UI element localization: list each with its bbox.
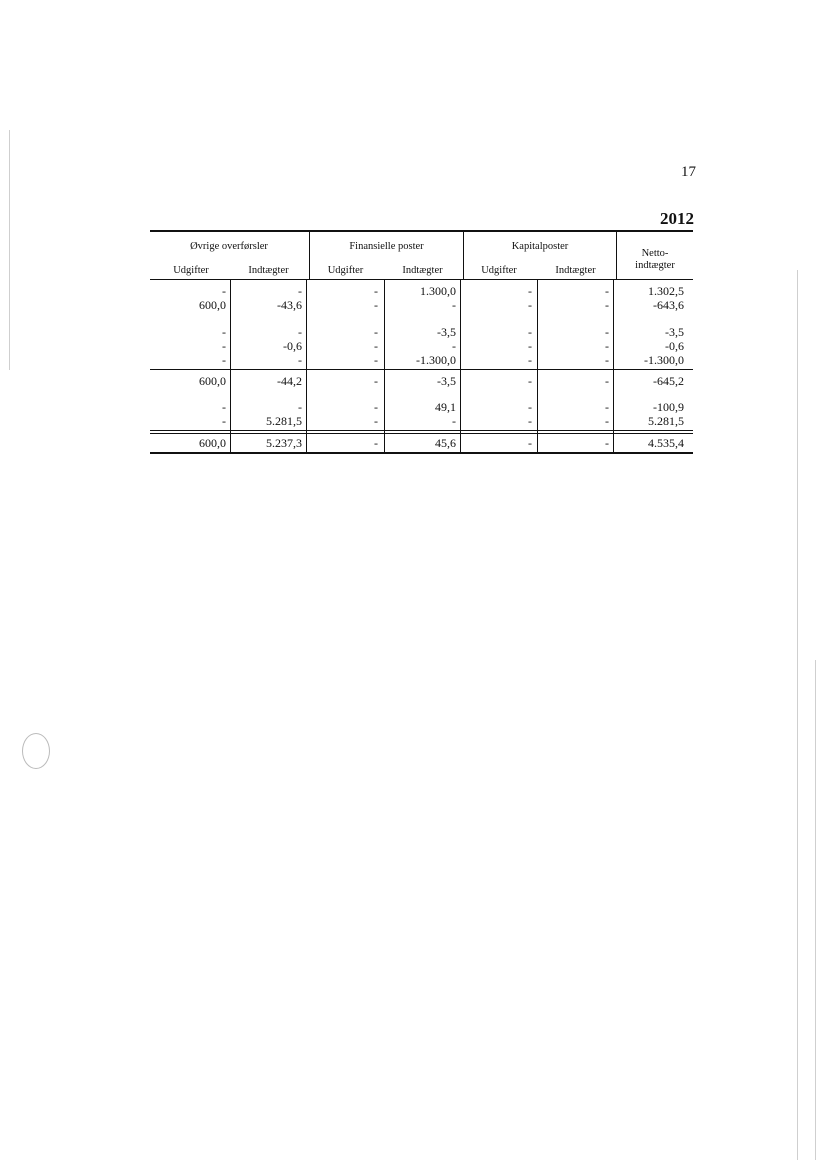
table-cell: -	[222, 353, 226, 367]
table-cell: -	[374, 284, 378, 298]
punch-hole-mark	[22, 733, 50, 769]
group-header-netto-indtaegter	[617, 248, 693, 272]
subheader-udgifter: Udgifter	[481, 265, 517, 276]
table-cell: -	[298, 325, 302, 339]
table-cell: -3,5	[665, 325, 684, 339]
table-cell: -	[605, 339, 609, 353]
column-divider	[306, 280, 307, 452]
subheader-indtaegter: Indtægter	[402, 265, 443, 276]
table-cell: -	[374, 436, 378, 450]
subtotal-rule	[150, 369, 693, 370]
netto-header-line2: indtægter	[635, 260, 675, 271]
column-divider	[460, 280, 461, 452]
table-cell: -	[605, 400, 609, 414]
table-cell: 5.237,3	[266, 436, 302, 450]
top-rule	[150, 230, 693, 232]
table-cell: -0,6	[283, 339, 302, 353]
table-cell: -	[374, 400, 378, 414]
subheader-udgifter: Udgifter	[327, 265, 364, 276]
netto-header-line1: Netto-	[641, 248, 669, 259]
column-divider	[537, 280, 538, 452]
table-cell: -	[528, 325, 532, 339]
header-rule	[150, 279, 693, 280]
table-cell: -100,9	[653, 400, 684, 414]
total-rule-upper	[150, 430, 693, 431]
table-cell: 600,0	[199, 374, 226, 388]
table-cell: -	[222, 414, 226, 428]
table-cell: -	[374, 339, 378, 353]
table-cell: -	[605, 353, 609, 367]
table-cell: 5.281,5	[648, 414, 684, 428]
table-cell: -	[374, 374, 378, 388]
table-cell: -	[374, 414, 378, 428]
table-cell: -	[528, 400, 532, 414]
table-cell: 600,0	[199, 298, 226, 312]
group-header-finansielle-poster: Finansielle poster	[349, 241, 424, 252]
table-cell: -	[605, 374, 609, 388]
table-cell: 45,6	[435, 436, 456, 450]
table-cell: -44,2	[277, 374, 302, 388]
table-cell: -	[222, 339, 226, 353]
table-cell: -	[605, 414, 609, 428]
table-cell: -643,6	[653, 298, 684, 312]
table-cell: -	[452, 298, 456, 312]
table-cell: -	[528, 284, 532, 298]
table-cell: -	[452, 414, 456, 428]
table-cell: -1.300,0	[416, 353, 456, 367]
table-cell: 1.300,0	[420, 284, 456, 298]
table-cell: -	[452, 339, 456, 353]
table-cell: -	[528, 339, 532, 353]
table-cell: -	[222, 325, 226, 339]
table-cell: -	[298, 400, 302, 414]
table-cell: -	[528, 414, 532, 428]
table-cell: -3,5	[437, 374, 456, 388]
table-cell: 600,0	[199, 436, 226, 450]
table-cell: -	[528, 353, 532, 367]
table-cell: -3,5	[437, 325, 456, 339]
table-cell: 4.535,4	[648, 436, 684, 450]
page-number: 17	[681, 164, 696, 180]
column-divider	[384, 280, 385, 452]
table-cell: -	[222, 284, 226, 298]
table-cell: -	[374, 298, 378, 312]
table-cell: 5.281,5	[266, 414, 302, 428]
table-cell: -0,6	[665, 339, 684, 353]
scan-edge-line	[9, 130, 10, 370]
scan-edge-line	[797, 270, 798, 1160]
total-rule-lower	[150, 433, 693, 434]
table-cell: -	[528, 436, 532, 450]
subheader-udgifter: Udgifter	[173, 265, 209, 276]
bottom-rule	[150, 452, 693, 454]
table-cell: -645,2	[653, 374, 684, 388]
scan-edge-line	[815, 660, 816, 1160]
table-cell: 1.302,5	[648, 284, 684, 298]
group-header-ovrige-overforsler: Øvrige overførsler	[190, 241, 268, 252]
group-header-kapitalposter: Kapitalposter	[511, 241, 569, 252]
table-cell: -	[222, 400, 226, 414]
table-cell: -	[298, 284, 302, 298]
column-divider	[230, 280, 231, 452]
table-cell: -	[605, 325, 609, 339]
subheader-indtaegter: Indtægter	[248, 265, 289, 276]
table-cell: -	[605, 436, 609, 450]
subheader-indtaegter: Indtægter	[555, 265, 596, 276]
table-cell: -	[528, 298, 532, 312]
table-cell: 49,1	[435, 400, 456, 414]
table-cell: -43,6	[277, 298, 302, 312]
table-cell: -1.300,0	[644, 353, 684, 367]
table-year: 2012	[660, 209, 694, 228]
table-cell: -	[605, 284, 609, 298]
table-cell: -	[374, 325, 378, 339]
table-cell: -	[374, 353, 378, 367]
table-cell: -	[298, 353, 302, 367]
table-cell: -	[528, 374, 532, 388]
table-cell: -	[605, 298, 609, 312]
